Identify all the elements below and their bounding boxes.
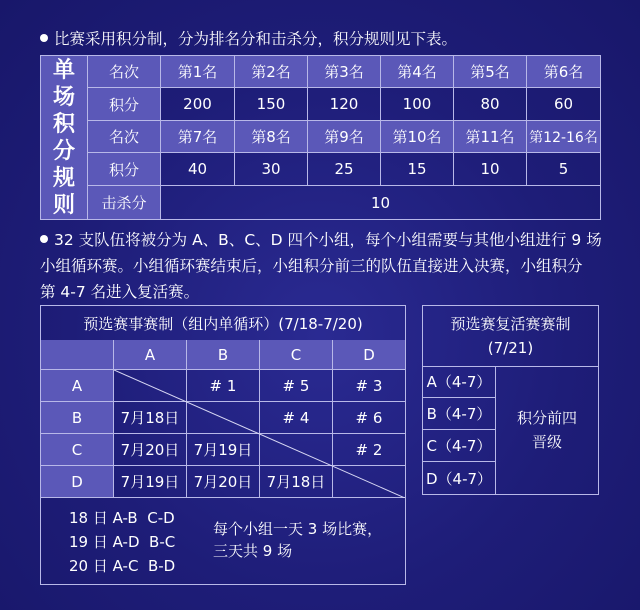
- note-line: 三天共 9 场: [213, 542, 293, 560]
- rank-cell: 第11名: [454, 121, 527, 153]
- match-cell: 7月19日: [187, 434, 260, 466]
- group-description-line: 小组循环赛。小组循环赛结束后，小组积分前三的队伍直接进入决赛，小组积分: [40, 257, 583, 275]
- side-title-char: 规: [52, 165, 75, 191]
- match-cell: # 6: [333, 402, 405, 434]
- diagonal-line: [114, 370, 405, 498]
- bullet-dot-icon: [40, 235, 48, 243]
- match-cell: # 2: [333, 434, 405, 466]
- match-cell: # 3: [333, 370, 405, 402]
- repechage-group: B（4-7）: [423, 398, 496, 430]
- match-cell: # 1: [187, 370, 260, 402]
- match-cell: 7月20日: [114, 434, 187, 466]
- repechage-group: A（4-7）: [423, 366, 496, 398]
- repechage-group: C（4-7）: [423, 430, 496, 462]
- rank-cell: 第7名: [161, 121, 235, 153]
- points-cell: 120: [308, 88, 381, 121]
- col-header: D: [333, 340, 405, 370]
- note-line: 每个小组一天 3 场比赛，: [213, 520, 383, 538]
- rank-label: 名次: [88, 56, 161, 88]
- match-cell: # 4: [260, 402, 333, 434]
- schedule-line: 19 日 A-D B-C: [69, 533, 176, 551]
- rank-cell: 第10名: [381, 121, 454, 153]
- col-header: A: [114, 340, 187, 370]
- rank-cell: 第8名: [235, 121, 308, 153]
- points-label: 积分: [88, 88, 161, 121]
- row-header: A: [41, 370, 114, 402]
- repechage-title-line: (7/21): [487, 339, 534, 357]
- group-description-text: 32 支队伍将被分为 A、B、C、D 四个小组，每个小组需要与其他小组进行 9 场: [54, 231, 602, 249]
- repechage-result-line: 晋级: [531, 433, 562, 451]
- rank-cell: 第2名: [235, 56, 308, 88]
- match-cell: 7月20日: [187, 466, 260, 498]
- match-cell: 7月18日: [114, 402, 187, 434]
- schedule-list: [69, 506, 175, 578]
- corner-cell: [41, 340, 114, 370]
- points-cell: 60: [527, 88, 600, 121]
- rank-cell: 第9名: [308, 121, 381, 153]
- points-cell: 30: [235, 153, 308, 186]
- group-description-line: [40, 227, 606, 253]
- side-title-char: 积: [52, 111, 75, 137]
- match-cell: 7月19日: [114, 466, 187, 498]
- score-rules-table: [40, 55, 601, 220]
- rank-cell: 第4名: [381, 56, 454, 88]
- row-header: B: [41, 402, 114, 434]
- round-robin-table: [40, 305, 406, 585]
- repechage-title-line: 预选赛复活赛赛制: [450, 315, 571, 333]
- schedule-line: 20 日 A-C B-D: [69, 557, 176, 575]
- points-cell: 10: [454, 153, 527, 186]
- rank-cell: 第12-16名: [527, 121, 600, 153]
- rank-cell: 第6名: [527, 56, 600, 88]
- side-title-char: 则: [52, 192, 75, 218]
- col-header: B: [187, 340, 260, 370]
- rank-cell: 第1名: [161, 56, 235, 88]
- row-header: D: [41, 466, 114, 498]
- points-cell: 40: [161, 153, 235, 186]
- row-header: C: [41, 434, 114, 466]
- repechage-group: D（4-7）: [423, 462, 496, 494]
- group-description-line: 第 4-7 名进入复活赛。: [40, 283, 200, 301]
- points-cell: 5: [527, 153, 600, 186]
- col-header: C: [260, 340, 333, 370]
- group-description: [40, 227, 606, 305]
- side-title-char: 分: [52, 138, 75, 164]
- intro-text: 比赛采用积分制，分为排名分和击杀分，积分规则见下表。: [54, 30, 458, 48]
- repechage-result: [496, 366, 598, 494]
- intro-bullet: [40, 26, 457, 52]
- score-grid: [88, 56, 600, 219]
- points-cell: 80: [454, 88, 527, 121]
- round-robin-title: 预选赛事赛制（组内单循环）(7/18-7/20): [41, 306, 405, 341]
- points-cell: 200: [161, 88, 235, 121]
- bullet-dot-icon: [40, 34, 48, 42]
- score-table-side-title: [41, 56, 88, 219]
- match-cell: 7月18日: [260, 466, 333, 498]
- repechage-title: [423, 306, 598, 367]
- side-title-char: 场: [52, 84, 75, 110]
- side-title-char: 单: [52, 57, 75, 83]
- kill-label: 击杀分: [88, 186, 161, 219]
- points-label: 积分: [88, 153, 161, 186]
- rank-label: 名次: [88, 121, 161, 153]
- schedule-line: 18 日 A-B C-D: [69, 509, 175, 527]
- points-cell: 15: [381, 153, 454, 186]
- repechage-result-line: 积分前四: [516, 409, 577, 427]
- rank-cell: 第3名: [308, 56, 381, 88]
- points-cell: 25: [308, 153, 381, 186]
- match-cell: # 5: [260, 370, 333, 402]
- rank-cell: 第5名: [454, 56, 527, 88]
- schedule-note: [213, 518, 382, 562]
- repechage-table: [422, 305, 599, 495]
- points-cell: 150: [235, 88, 308, 121]
- points-cell: 100: [381, 88, 454, 121]
- kill-value: 10: [370, 193, 391, 212]
